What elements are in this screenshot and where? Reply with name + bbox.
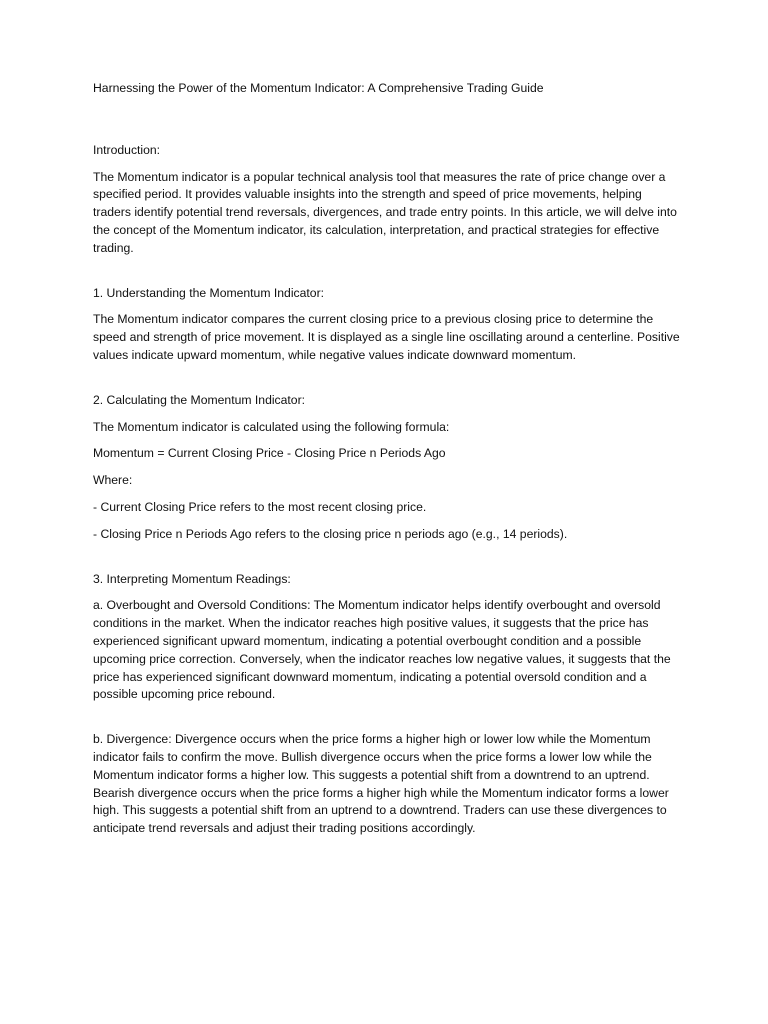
- spacer: [93, 160, 683, 169]
- document-title: Harnessing the Power of the Momentum Indicator: A Comprehensive Trading Guide: [93, 81, 544, 95]
- spacer: [93, 302, 683, 311]
- section2-bullet-2: - Closing Price n Periods Ago refers to the closing price n periods ago (e.g., 14 periods).: [93, 526, 568, 541]
- section2-heading: 2. Calculating the Momentum Indicator:: [93, 392, 306, 407]
- spacer: [93, 517, 683, 526]
- section2-where: Where:: [93, 473, 133, 488]
- spacer: [93, 365, 683, 392]
- spacer: [93, 544, 683, 571]
- spacer: [93, 588, 683, 597]
- section3-paragraph-a: a. Overbought and Oversold Conditions: The Momentum indicator helps identify overbought and oversold conditions in the market. When the indicator reaches high positive values, it suggests that the price has experienced significant upward momentum, indicating a potential overbought condition and a possible upcoming price correction. Conversely, when the indicator reaches low negative values, it suggests that the price has experienced significant downward momentum, indicating a potential oversold condition and a possible upcoming price rebound.: [93, 598, 671, 702]
- spacer: [93, 463, 683, 472]
- intro-heading: Introduction:: [93, 142, 161, 157]
- section3-heading: 3. Interpreting Momentum Readings:: [93, 571, 291, 586]
- section1-heading: 1. Understanding the Momentum Indicator:: [93, 285, 325, 300]
- section2-formula: Momentum = Current Closing Price - Closing Price n Periods Ago: [93, 446, 446, 461]
- section2-intro: The Momentum indicator is calculated using the following formula:: [93, 419, 450, 434]
- spacer: [93, 258, 683, 285]
- spacer: [93, 436, 683, 445]
- document-page: [93, 80, 683, 838]
- spacer: [93, 98, 683, 142]
- spacer: [93, 704, 683, 731]
- spacer: [93, 410, 683, 419]
- spacer: [93, 490, 683, 499]
- section2-bullet-1: - Current Closing Price refers to the most recent closing price.: [93, 499, 427, 514]
- section1-paragraph: The Momentum indicator compares the current closing price to a previous closing price to determine the speed and strength of price movement. It is displayed as a single line oscillating around a centerline. Positive values indicate upward momentum, while negative values indicate downward momentum.: [93, 312, 680, 362]
- intro-paragraph: The Momentum indicator is a popular technical analysis tool that measures the rate of price change over a specified period. It provides valuable insights into the strength and speed of price movements, helping traders identify potential trend reversals, divergences, and trade entry points. In this article, we will delve into the concept of the Momentum indicator, its calculation, interpretation, and practical strategies for effective trading.: [93, 169, 677, 255]
- section3-paragraph-b: b. Divergence: Divergence occurs when the price forms a higher high or lower low while the Momentum indicator fails to confirm the move. Bullish divergence occurs when the price forms a lower low while the Momentum indicator forms a higher low. This suggests a potential shift from a downtrend to an uptrend. Bearish divergence occurs when the price forms a higher high while the Momentum indicator forms a lower high. This suggests a potential shift from an uptrend to a downtrend. Traders can use these divergences to anticipate trend reversals and adjust their trading positions accordingly.: [93, 732, 669, 836]
